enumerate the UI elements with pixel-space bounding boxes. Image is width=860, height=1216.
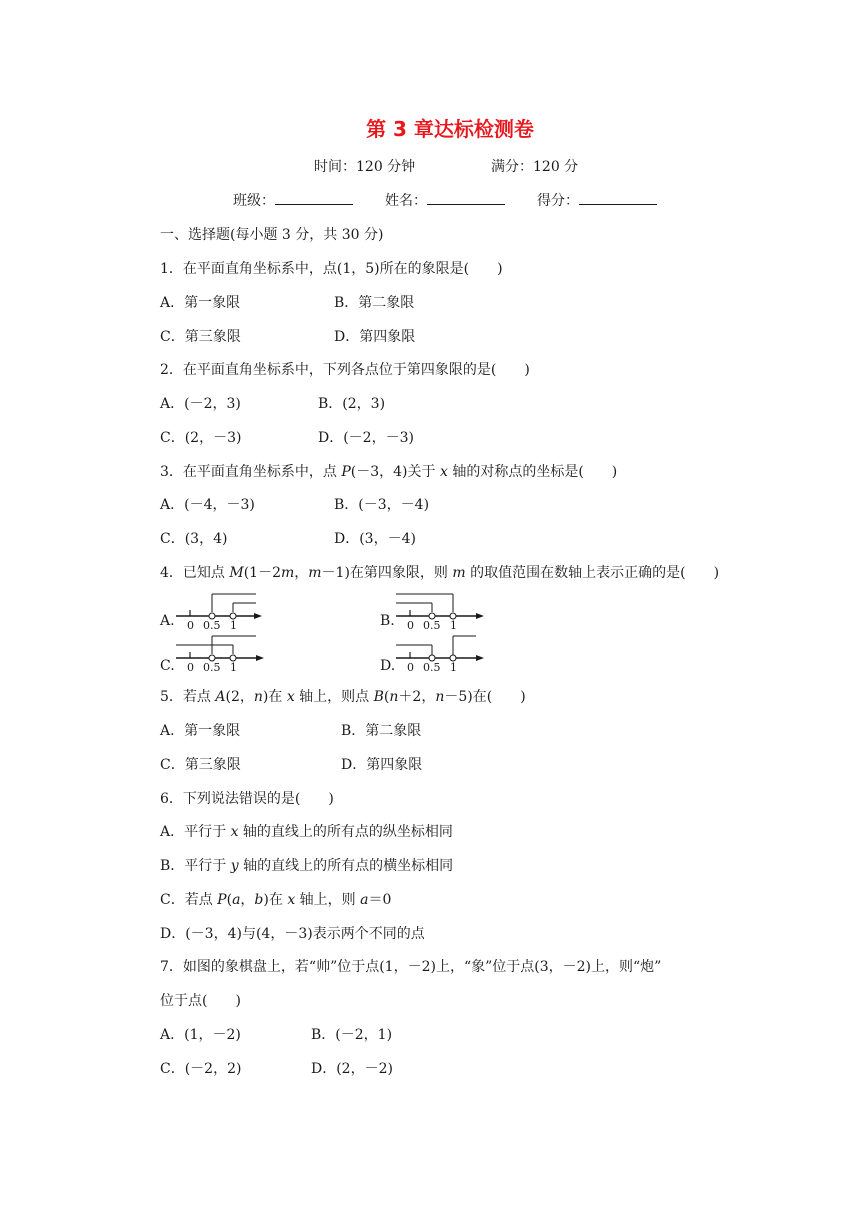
q6-option-c-text-2: ( xyxy=(226,892,233,908)
q3-option-c[interactable]: C．(3，4) xyxy=(160,531,228,547)
q6-option-b-var-y: y xyxy=(230,858,239,874)
q6-option-c-text-6: ＝0 xyxy=(368,892,392,908)
q3-option-b[interactable]: B．(－3，－4) xyxy=(334,497,430,513)
q6-option-c-text-4: )在 xyxy=(263,892,288,908)
q5-var-n-2: n xyxy=(389,689,399,705)
tick-0: 0 xyxy=(407,619,414,632)
q1-option-a[interactable]: A．第一象限 xyxy=(160,295,241,311)
q4-var-m-3: m xyxy=(452,565,466,581)
q3-stem-text-1: 3．在平面直角坐标系中，点 xyxy=(160,464,342,480)
q7-stem-line-1: 7．如图的象棋盘上，若“帅”位于点(1，－2)上，“象”位于点(3，－2)上，则“炮” xyxy=(160,959,662,975)
q6-stem: 6．下列说法错误的是( ) xyxy=(160,791,334,807)
q6-option-d[interactable]: D．(－3，4)与(4，－3)表示两个不同的点 xyxy=(160,926,425,942)
q6-option-c-var-a-2: a xyxy=(360,892,369,908)
q4-stem-text-2: (1－2 xyxy=(243,565,281,581)
q3-stem-text-2: (－3，4)关于 xyxy=(350,464,440,480)
q5-stem xyxy=(160,688,526,706)
q2-option-d[interactable]: D．(－2，－3) xyxy=(318,430,414,446)
q5-point-a: A xyxy=(215,689,226,705)
tick-0-5: 0.5 xyxy=(203,661,221,674)
tick-0: 0 xyxy=(187,619,194,632)
tick-0-5: 0.5 xyxy=(203,619,221,632)
q6-option-c-text-3: ， xyxy=(240,892,255,908)
q5-stem-text-2: (2， xyxy=(225,689,254,705)
points-field xyxy=(537,192,657,210)
q7-option-a[interactable]: A．(1，－2) xyxy=(160,1027,241,1043)
q5-option-b[interactable]: B．第二象限 xyxy=(341,723,422,739)
q4-option-d-numberline[interactable] xyxy=(396,634,488,676)
q6-option-c-var-b: b xyxy=(254,892,264,908)
q5-option-c[interactable]: C．第三象限 xyxy=(160,757,241,773)
q6-option-c-text-5: 轴上，则 xyxy=(295,892,361,908)
q6-option-b-text-1: B．平行于 xyxy=(160,858,231,874)
q5-stem-text-7: －5)在( ) xyxy=(444,689,526,705)
q4-var-m-1: m xyxy=(280,565,295,581)
q3-var-x: x xyxy=(439,464,448,480)
q4-option-c-label[interactable]: C. xyxy=(160,658,175,674)
q4-stem-text-1: 4．已知点 xyxy=(160,565,230,581)
tick-1: 1 xyxy=(450,619,457,632)
section-heading: 一、选择题(每小题 3 分，共 30 分) xyxy=(160,227,384,243)
q6-option-c-point-p: P xyxy=(217,892,227,908)
q5-stem-text-4: 轴上，则点 xyxy=(294,689,374,705)
q6-option-c-var-x: x xyxy=(287,892,296,908)
q6-option-a-text-1: A．平行于 xyxy=(160,824,231,840)
q1-option-b[interactable]: B．第二象限 xyxy=(334,295,415,311)
q4-option-a-numberline[interactable] xyxy=(176,592,266,634)
name-field xyxy=(385,192,505,210)
q4-stem-text-5: 的取值范围在数轴上表示正确的是( ) xyxy=(465,565,720,581)
q1-option-c[interactable]: C．第三象限 xyxy=(160,329,241,345)
tick-1: 1 xyxy=(230,661,237,674)
q5-point-b: B xyxy=(373,689,384,705)
q6-option-c-text-1: C．若点 xyxy=(160,892,218,908)
score-info: 满分：120 分 xyxy=(491,159,579,175)
q4-option-b-numberline[interactable] xyxy=(396,592,488,634)
q3-stem xyxy=(160,463,617,481)
q2-option-b[interactable]: B．(2，3) xyxy=(318,396,386,412)
tick-1: 1 xyxy=(230,619,237,632)
q7-option-d[interactable]: D．(2，－2) xyxy=(311,1061,393,1077)
time-info: 时间：120 分钟 xyxy=(314,159,416,175)
tick-0: 0 xyxy=(407,661,414,674)
q1-stem: 1．在平面直角坐标系中，点(1，5)所在的象限是( ) xyxy=(160,261,503,277)
q5-stem-text-1: 5．若点 xyxy=(160,689,216,705)
q5-option-a[interactable]: A．第一象限 xyxy=(160,723,241,739)
q3-option-a[interactable]: A．(－4，－3) xyxy=(160,497,255,513)
page-title: 第 3 章达标检测卷 xyxy=(366,117,534,141)
q5-stem-text-5: ( xyxy=(383,689,390,705)
q5-var-n-3: n xyxy=(435,689,445,705)
q5-var-n-1: n xyxy=(253,689,263,705)
tick-1: 1 xyxy=(450,661,457,674)
q6-option-b-text-2: 轴的直线上的所有点的横坐标相同 xyxy=(238,858,454,874)
q5-stem-text-3: )在 xyxy=(262,689,287,705)
q3-option-d[interactable]: D．(3，－4) xyxy=(334,531,416,547)
q4-option-b-label[interactable]: B. xyxy=(380,613,395,629)
name-blank[interactable] xyxy=(427,192,505,205)
q6-option-a[interactable] xyxy=(160,823,453,841)
q5-option-d[interactable]: D．第四象限 xyxy=(341,757,423,773)
q4-stem xyxy=(160,564,719,582)
q4-option-d-label[interactable]: D. xyxy=(380,658,396,674)
q5-stem-text-6: ＋2， xyxy=(398,689,436,705)
q5-var-x: x xyxy=(286,689,295,705)
q6-option-a-text-2: 轴的直线上的所有点的纵坐标相同 xyxy=(238,824,453,840)
points-label: 得分： xyxy=(537,193,579,209)
tick-0-5: 0.5 xyxy=(423,661,441,674)
q4-point-m: M xyxy=(229,565,244,581)
points-blank[interactable] xyxy=(579,192,657,205)
q4-stem-text-3: ， xyxy=(294,565,309,581)
q7-stem-line-2: 位于点( ) xyxy=(160,993,241,1009)
q3-stem-text-3: 轴的对称点的坐标是( ) xyxy=(447,464,618,480)
name-label: 姓名： xyxy=(385,193,427,209)
q7-option-b[interactable]: B．(－2，1) xyxy=(311,1027,393,1043)
q4-stem-text-4: －1)在第四象限，则 xyxy=(321,565,453,581)
q7-option-c[interactable]: C．(－2，2) xyxy=(160,1061,242,1077)
q3-point-p: P xyxy=(341,464,351,480)
q6-option-a-var-x: x xyxy=(230,824,239,840)
class-label: 班级： xyxy=(233,193,275,209)
q4-var-m-2: m xyxy=(308,565,322,581)
q2-option-a[interactable]: A．(－2，3) xyxy=(160,396,241,412)
q2-stem: 2．在平面直角坐标系中，下列各点位于第四象限的是( ) xyxy=(160,362,530,378)
q6-option-b[interactable] xyxy=(160,857,453,875)
class-field xyxy=(233,192,353,210)
q1-option-d[interactable]: D．第四象限 xyxy=(334,329,416,345)
tick-0-5: 0.5 xyxy=(423,619,441,632)
class-blank[interactable] xyxy=(275,192,353,205)
q6-option-c[interactable] xyxy=(160,891,391,909)
q4-option-c-numberline[interactable] xyxy=(176,634,268,676)
q6-option-c-var-a: a xyxy=(232,892,241,908)
tick-0: 0 xyxy=(187,661,194,674)
q4-option-a-label[interactable]: A. xyxy=(160,613,175,629)
q2-option-c[interactable]: C．(2，－3) xyxy=(160,430,242,446)
